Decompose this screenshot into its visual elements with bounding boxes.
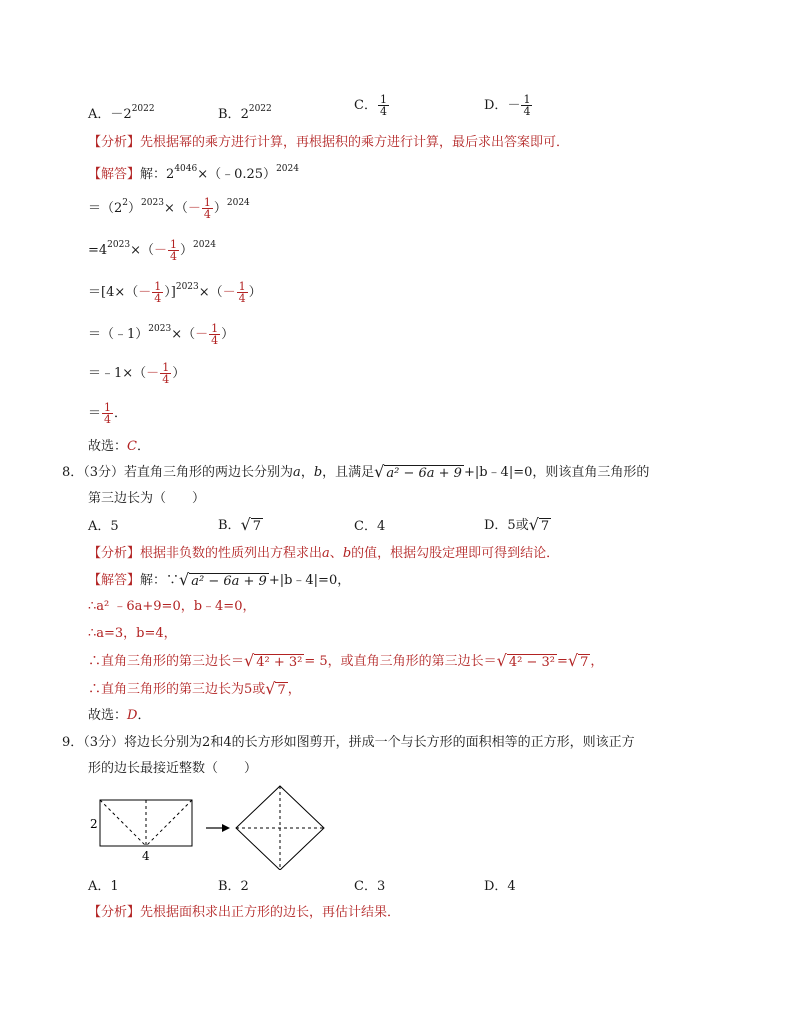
q9-stem-line2: 形的边长最接近整数（ ） xyxy=(88,761,258,776)
q7-step-3: ＝[4×（－ $\frac{1}{4}$ ）]$^{2023}$×（－ $\frac{1}{4}$ ） xyxy=(88,280,262,305)
q8-analysis: 【分析】根据非负数的性质列出方程求出a、b的值，根据勾股定理即可得到结论． xyxy=(88,546,560,561)
q8-step-4: ∴直角三角形的第三边长为5或 √ 7 ， xyxy=(88,679,301,698)
q8-stem-line2: 第三边长为（ ） xyxy=(88,491,206,506)
cut-line-right xyxy=(146,800,192,846)
q7-option-b[interactable]: B．$2^{2022}$ xyxy=(218,104,272,122)
q9-option-a[interactable]: A．1 xyxy=(88,879,119,894)
q8-conclusion: 故选：D． xyxy=(88,708,151,723)
q8-option-a[interactable]: A．5 xyxy=(88,519,119,534)
arrow-right-icon xyxy=(222,824,230,832)
q8-option-c[interactable]: C．4 xyxy=(354,519,386,534)
q8-stem-line1: 8．（3分）若直角三角形的两边长分别为a，b，且满足 √ a² − 6a + 9 +|b﹣4|=0，则该直角三角形的 xyxy=(62,462,650,481)
q7-option-a[interactable]: A．$-2^{2022}$ xyxy=(88,104,155,122)
q7-analysis: 【分析】先根据幂的乘方进行计算，再根据积的乘方进行计算，最后求出答案即可． xyxy=(88,135,570,150)
q9-option-c[interactable]: C．3 xyxy=(354,879,386,894)
sqrt-expression: √ a² − 6a + 9 xyxy=(374,462,462,481)
q7-conclusion: 故选：C． xyxy=(88,439,150,454)
q9-stem-line1: 9．（3分）将边长分别为2和4的长方形如图剪开，拼成一个与长方形的面积相等的正方形，则该正方 xyxy=(62,735,635,750)
q9-option-b[interactable]: B．2 xyxy=(218,879,249,894)
q7-answer-intro: 【解答】解：$2^{4046}\times(﹣0.25)^{2024}$ xyxy=(88,164,299,182)
q8-step-3: ∴直角三角形的第三边长＝ √ 4² + 3² = 5，或直角三角形的第三边长＝ √ 4² − 3² = √ 7 ， xyxy=(88,651,604,670)
cut-line-left xyxy=(100,800,146,846)
q7-step-4: ＝（﹣1）$^{2023}$×（－ $\frac{1}{4}$ ） xyxy=(88,322,235,347)
q7-option-c[interactable]: C． $\frac{1}{4}$ xyxy=(354,93,387,118)
q7-step-6: ＝ $\frac{1}{4}$ ． xyxy=(88,401,128,426)
q9-analysis: 【分析】先根据面积求出正方形的边长，再估计结果． xyxy=(88,905,401,920)
q8-answer-intro: 【解答】解：∵ √ a² − 6a + 9 +|b﹣4|=0， xyxy=(88,570,351,589)
q8-option-d[interactable]: D．5或 √ 7 xyxy=(484,515,550,534)
q8-step-2: ∴a=3，b=4， xyxy=(88,626,177,641)
q9-figure xyxy=(80,780,340,870)
q8-step-1: ∴a² ﹣6a+9=0，b﹣4=0， xyxy=(88,599,256,614)
q7-step-5: ＝﹣1×（－ $\frac{1}{4}$ ） xyxy=(88,361,186,386)
fraction: $\frac{1}{4}$ xyxy=(379,93,387,118)
q7-step-1: $=(2^2)^{2023}\times(-$ $\frac{1}{4}$ ）$^{2024}$ xyxy=(88,196,250,221)
rect-height-label: 2 xyxy=(90,817,98,831)
rect-width-label: 4 xyxy=(142,849,150,863)
q7-step-2: $=4^{2023}\times(-$ $\frac{1}{4}$ ）$^{2024}$ xyxy=(88,238,216,263)
fraction: $\frac{1}{4}$ xyxy=(523,93,531,118)
q7-option-d[interactable]: D．－ $\frac{1}{4}$ xyxy=(484,93,531,118)
q8-option-b[interactable]: B． √ 7 xyxy=(218,515,262,534)
q9-option-d[interactable]: D．4 xyxy=(484,879,516,894)
